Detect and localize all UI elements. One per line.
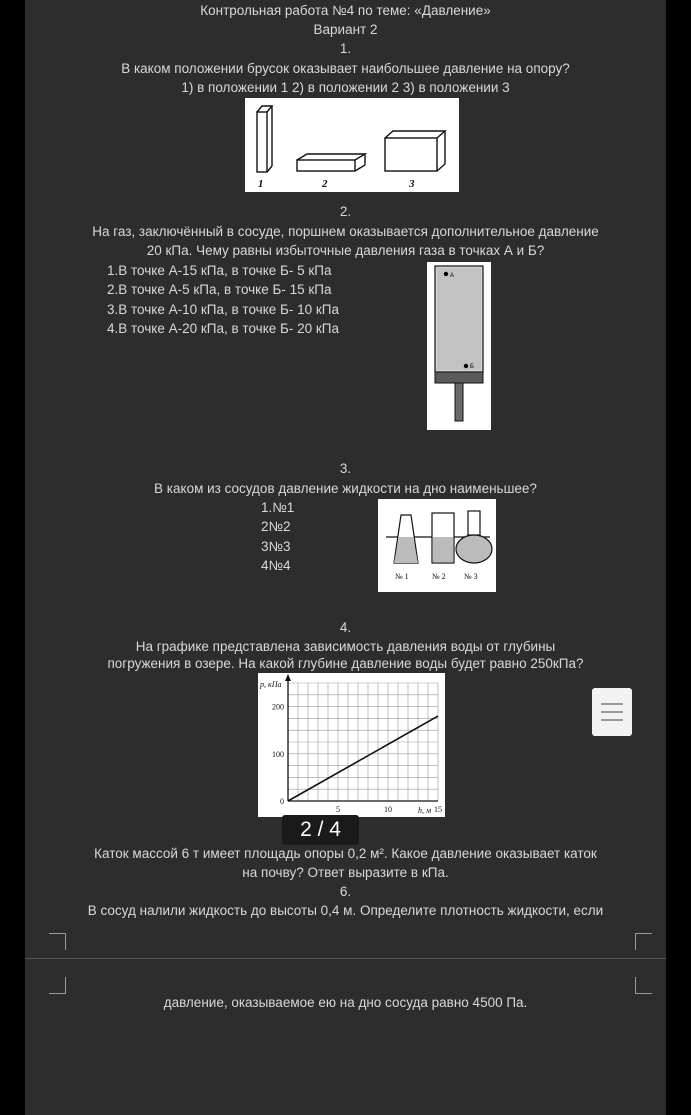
y-tick-label: 0 — [280, 797, 284, 806]
q2-text-line1: На газ, заключённый в сосуде, поршнем оказывается дополнительное давление — [92, 224, 599, 239]
q5-text-line2: на почву? Ответ выразите в кПа. — [242, 865, 449, 880]
vessel-label-1: № 1 — [395, 572, 409, 581]
vessel-label-2: № 2 — [432, 572, 446, 581]
crop-mark-icon — [49, 977, 66, 994]
q2-option-2: 2.В точке А-5 кПа, в точке Б- 15 кПа — [107, 282, 332, 297]
q1-figure — [245, 98, 459, 192]
x-tick-label: 10 — [384, 805, 392, 814]
q3-option-4: 4№4 — [261, 558, 291, 573]
vessel-label-3: № 3 — [464, 572, 478, 581]
page-break-divider — [25, 958, 666, 959]
q3-figure — [378, 499, 496, 592]
q1-number: 1. — [339, 41, 352, 56]
y-tick-label: 100 — [272, 749, 284, 759]
fig1-label-1: 1 — [258, 178, 264, 190]
crop-mark-icon — [635, 977, 652, 994]
point-a-label: А — [450, 273, 455, 279]
x-axis-label: h, м — [418, 806, 432, 815]
q4-text-line1: На графике представлена зависимость давления воды от глубины — [135, 639, 556, 654]
crop-mark-icon — [49, 933, 66, 950]
q2-option-4: 4.В точке А-20 кПа, в точке Б- 20 кПа — [107, 321, 339, 336]
q2-option-1: 1.В точке А-15 кПа, в точке Б- 5 кПа — [107, 263, 332, 278]
q1-text: В каком положении брусок оказывает наибольшее давление на опору? — [121, 61, 570, 76]
page-indicator: 2 / 4 — [282, 815, 359, 845]
q4-chart — [258, 673, 445, 817]
q1-options: 1) в положении 1 2) в положении 2 3) в положении 3 — [181, 80, 510, 95]
series-line — [288, 716, 438, 801]
q3-text: В каком из сосудов давление жидкости на дно наименьшее? — [154, 481, 537, 496]
q6-text-line2: давление, оказываемое ею на дно сосуда равно 4500 Па. — [163, 995, 528, 1010]
q2-text-line2: 20 кПа. Чему равны избыточные давления газа в точках А и Б? — [146, 243, 545, 258]
y-axis-label: p, кПа — [260, 680, 282, 689]
q4-number: 4. — [339, 620, 352, 635]
q2-figure — [427, 262, 491, 430]
document-title: Контрольная работа №4 по теме: «Давление» — [200, 3, 491, 18]
y-axis-arrow — [285, 674, 291, 681]
q4-text-line2: погружения в озере. На какой глубине давление воды будет равно 250кПа? — [107, 656, 584, 671]
q2-number: 2. — [339, 204, 352, 219]
crop-mark-icon — [635, 933, 652, 950]
q3-option-1: 1.№1 — [261, 500, 295, 515]
q3-option-3: 3№3 — [261, 539, 291, 554]
q6-number: 6. — [339, 884, 352, 899]
q3-option-2: 2№2 — [261, 519, 291, 534]
pressure-depth-chart — [258, 673, 445, 817]
hamburger-icon[interactable] — [592, 688, 632, 736]
fig1-label-2: 2 — [322, 178, 328, 190]
q2-option-3: 3.В точке А-10 кПа, в точке Б- 10 кПа — [107, 302, 339, 317]
point-b-label: Б — [470, 364, 474, 370]
document-page — [25, 0, 666, 1115]
q5-text-line1: Каток массой 6 т имеет площадь опоры 0,2 м². Какое давление оказывает каток — [94, 846, 597, 861]
x-tick-label: 5 — [336, 805, 340, 814]
q3-number: 3. — [339, 461, 352, 476]
y-tick-label: 200 — [272, 702, 284, 712]
q6-text-line1: В сосуд налили жидкость до высоты 0,4 м. Определите плотность жидкости, если — [87, 903, 604, 918]
variant-label: Вариант 2 — [313, 22, 378, 37]
x-tick-label: 15 — [434, 805, 442, 814]
fig1-label-3: 3 — [409, 178, 415, 190]
